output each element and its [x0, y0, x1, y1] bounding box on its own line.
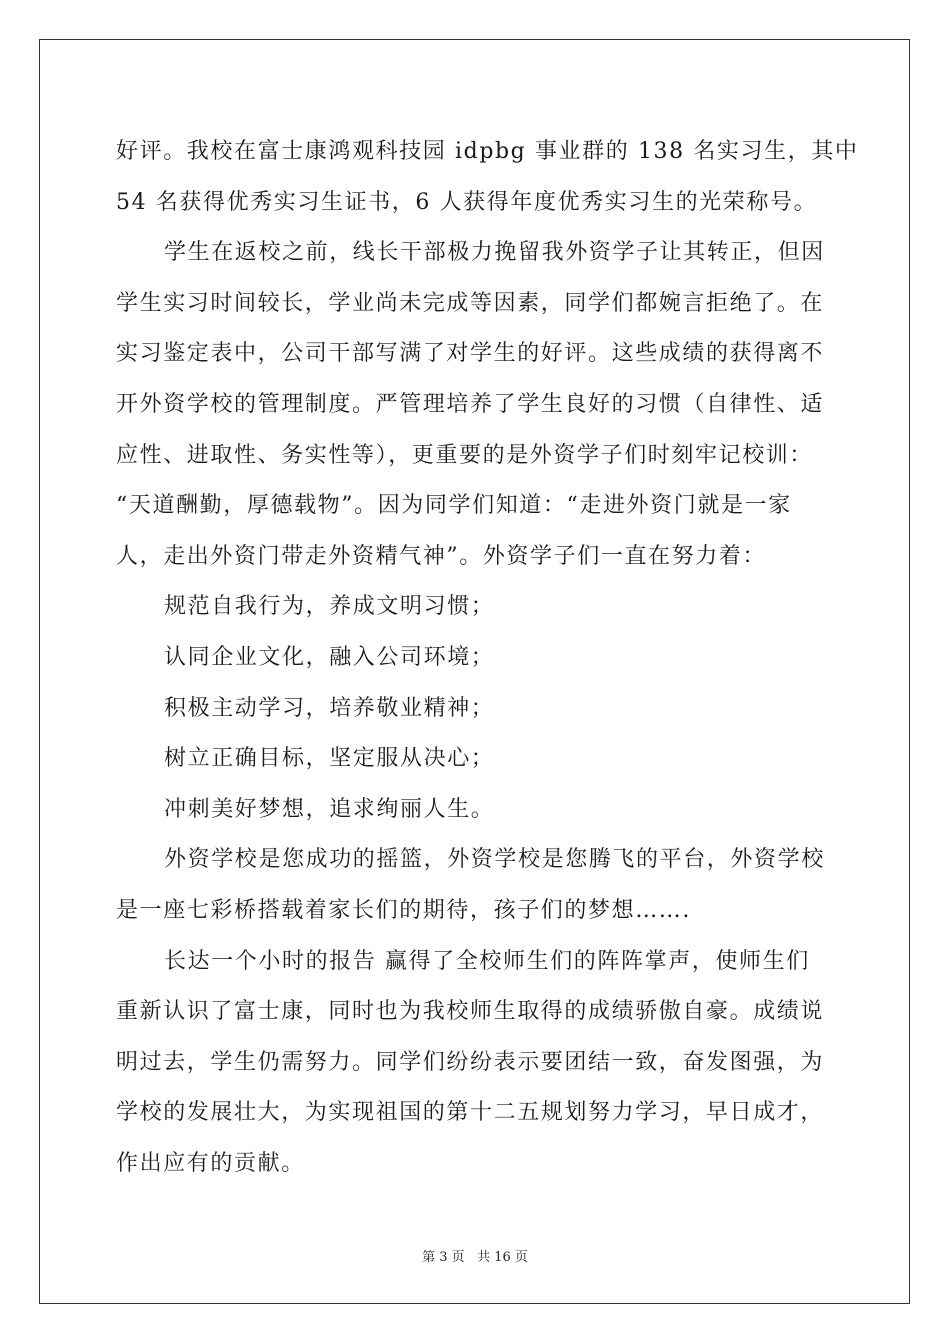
text-line: “天道酬勤，厚德载物”。因为同学们知道：“走进外资门就是一家: [116, 493, 792, 519]
text-line: 外资学校是您成功的摇篮，外资学校是您腾飞的平台，外资学校: [164, 847, 825, 873]
text-line: 学生实习时间较长，学业尚未完成等因素，同学们都婉言拒绝了。在: [116, 290, 825, 316]
text-line: 冲刺美好梦想，追求绚丽人生。: [164, 796, 495, 822]
text-line: 明过去，学生仍需努力。同学们纷纷表示要团结一致，奋发图强，为: [116, 1049, 825, 1075]
text-line: 规范自我行为，养成文明习惯；: [164, 594, 495, 620]
text-line: 人，走出外资门带走外资精气神”。外资学子们一直在努力着：: [116, 543, 767, 569]
page-number: 第 3 页: [422, 1250, 465, 1265]
text-line: 认同企业文化，融入公司环境；: [164, 644, 495, 670]
text-line: 作出应有的贡献。: [116, 1150, 305, 1176]
page-footer: [0, 1246, 950, 1265]
text-line: 重新认识了富士康，同时也为我校师生取得的成绩骄傲自豪。成绩说: [116, 999, 825, 1025]
text-line: 学生在返校之前，线长干部极力挽留我外资学子让其转正，但因: [164, 240, 825, 266]
text-line: 实习鉴定表中，公司干部写满了对学生的好评。这些成绩的获得离不: [116, 341, 825, 367]
text-line: 是一座七彩桥搭载着家长们的期待，孩子们的梦想…….: [116, 897, 691, 923]
document-body: [116, 127, 859, 1189]
text-line: 开外资学校的管理制度。严管理培养了学生良好的习惯（自律性、适: [116, 391, 825, 417]
page-total: 共 16 页: [477, 1250, 528, 1265]
text-line: 学校的发展壮大，为实现祖国的第十二五规划努力学习，早日成才，: [116, 1100, 825, 1126]
text-line: 54 名获得优秀实习生证书，6 人获得年度优秀实习生的光荣称号。: [116, 189, 818, 215]
text-line: 积极主动学习，培养敬业精神；: [164, 695, 495, 721]
text-line: 应性、进取性、务实性等），更重要的是外资学子们时刻牢记校训：: [116, 442, 814, 468]
text-line: 树立正确目标，坚定服从决心；: [164, 746, 495, 772]
text-line: 长达一个小时的报告 赢得了全校师生们的阵阵掌声，使师生们: [164, 948, 810, 974]
text-line: 好评。我校在富士康鸿观科技园 idpbg 事业群的 138 名实习生，其中: [116, 139, 859, 164]
